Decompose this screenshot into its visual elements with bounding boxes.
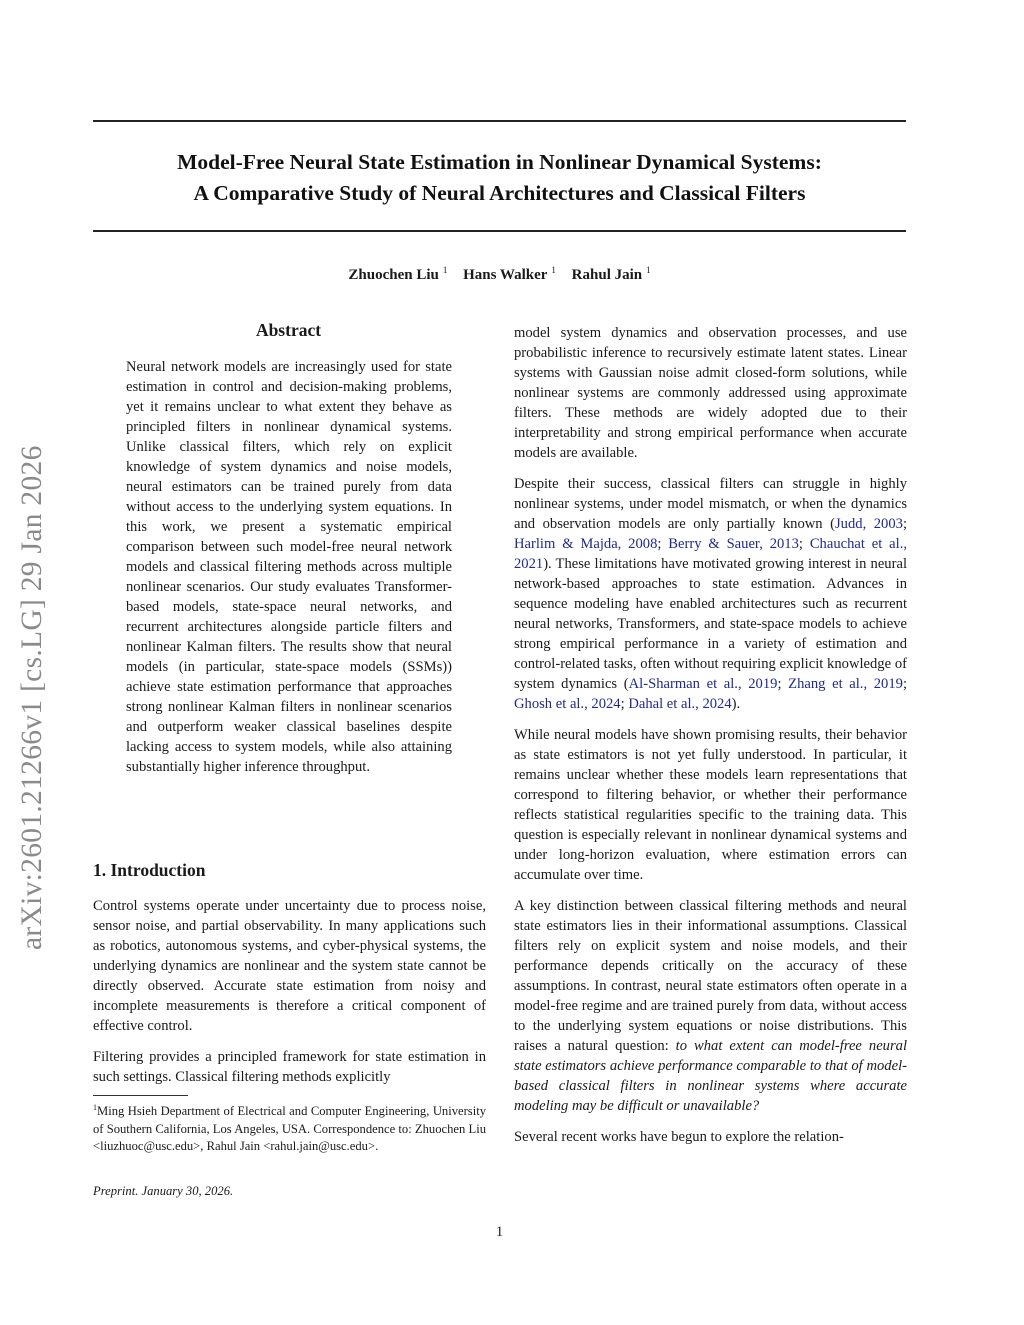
preprint-date: Preprint. January 30, 2026. bbox=[93, 1184, 234, 1198]
author: Hans Walker $^1$ bbox=[463, 265, 556, 283]
paper-title bbox=[93, 147, 906, 209]
citation-link[interactable]: Zhang et al., 2019 bbox=[788, 676, 903, 692]
body-paragraph: While neural models have shown promising results, their behavior as state estimators is not yet fully understood. In particular, it remains unclear whether these models learn representations that correspond to filtering behavior, or whether their performance reflects statistical regularities specific to the training data. This question is especially relevant in nonlinear dynamical systems and under long-horizon evaluation, where estimation errors can accumulate over time. bbox=[514, 727, 907, 883]
body-paragraph: A key distinction between classical filtering methods and neural state estimators lies in their informational assumptions. Classical filters rely on explicit system and noise models, and their performance depends critically on the accuracy of these assumptions. In contrast, neural state estimators often operate in a model-free regime and are trained purely from data, without access to the underlying system equations or noise distributions. This raises a natural question: to what extent can model-free neural state estimators achieve performance comparable to that of model-based classical filters in nonlinear systems where accurate modeling may be difficult or unavailable? bbox=[514, 898, 907, 1114]
intro-paragraph: Filtering provides a principled framework for state estimation in such settings. Classical filtering methods explicitly bbox=[93, 1049, 486, 1085]
citation-link[interactable]: Al-Sharman et al., 2019 bbox=[628, 676, 778, 692]
footnote-mark: 1 bbox=[93, 1103, 97, 1112]
citation-link[interactable]: Berry & Sauer, 2013 bbox=[668, 536, 799, 552]
citation-link[interactable]: Ghosh et al., 2024 bbox=[514, 696, 621, 712]
citation-link[interactable]: Chauchat et al., 2021 bbox=[514, 536, 907, 572]
intro-paragraph: Control systems operate under uncertainty due to process noise, sensor noise, and partial observability. In many applications such as robotics, autonomous systems, and cyber-physical systems, the underlying dynamics are nonlinear and the system state cannot be directly observed. Accurate state estimation from noisy and incomplete measurements is therefore a critical component of effective control. bbox=[93, 898, 486, 1034]
title-line-2: A Comparative Study of Neural Architectures and Classical Filters bbox=[193, 181, 806, 205]
title-line-1: Model-Free Neural State Estimation in Nonlinear Dynamical Systems: bbox=[177, 150, 822, 174]
footnote-rule bbox=[93, 1095, 188, 1096]
body-paragraph: Several recent works have begun to explore the relation- bbox=[514, 1129, 844, 1145]
research-question: to what extent can model-free neural state estimators achieve performance comparable to that of model-based classical filters in nonlinear systems where accurate modeling may be difficult or unavailable? bbox=[514, 1038, 907, 1114]
title-top-rule bbox=[93, 120, 906, 122]
author: Zhuochen Liu $^1$ bbox=[348, 265, 448, 283]
citation-link[interactable]: Judd, 2003 bbox=[835, 516, 903, 532]
page-number: 1 bbox=[495, 1224, 504, 1240]
abstract-text: Neural network models are increasingly used for state estimation in control and decision-making problems, yet it remains unclear to what extent they behave as principled filters in nonlinear dynamical systems. Unlike classical filters, which rely on explicit knowledge of system dynamics and noise models, neural estimators can be trained purely from data without access to the underlying system equations. In this work, we present a systematic empirical comparison between such model-free neural network models and classical filtering methods across multiple nonlinear scenarios. Our study evaluates Transformer-based models, state-space neural networks, and recurrent architectures alongside particle filters and nonlinear Kalman filters. The results show that neural models (in particular, state-space models (SSMs)) achieve state estimation performance that approaches strong nonlinear Kalman filters in nonlinear scenarios and outperform weaker classical baselines despite lacking access to system models, while also attaining substantially higher inference throughput. bbox=[126, 359, 452, 775]
affiliation-footnote bbox=[93, 1099, 486, 1156]
author: Rahul Jain $^1$ bbox=[571, 265, 651, 283]
footnote-text: Ming Hsieh Department of Electrical and Computer Engineering, University of Southern California, Los Angeles, USA. Correspondence to: Zhuochen Liu <liuzhuoc@usc.edu>, Rahul Jain <rahul.jain@usc.edu>. bbox=[93, 1104, 486, 1154]
right-column-body bbox=[514, 323, 907, 1158]
title-bottom-rule bbox=[93, 230, 906, 232]
body-paragraph: Despite their success, classical filters can struggle in highly nonlinear systems, under model mismatch, or when the dynamics and observation models are only partially known (Judd, 2003; Harlim & Majda, 2008; Berry & Sauer, 2013; Chauchat et al., 2021). These limitations have motivated growing interest in neural network-based approaches to state estimation. Advances in sequence modeling have enabled architectures such as recurrent neural networks, Transformers, and state-space models to achieve strong empirical performance in a variety of estimation and control-related tasks, often without requiring explicit knowledge of system dynamics (Al-Sharman et al., 2019; Zhang et al., 2019; Ghosh et al., 2024; Dahal et al., 2024). bbox=[514, 476, 907, 712]
introduction-heading: 1. Introduction bbox=[93, 860, 206, 880]
citation-link[interactable]: Harlim & Majda, 2008 bbox=[514, 536, 658, 552]
left-column-body bbox=[93, 896, 486, 1098]
abstract-heading: Abstract bbox=[255, 320, 322, 340]
citation-link[interactable]: Dahal et al., 2024 bbox=[628, 696, 732, 712]
body-paragraph: model system dynamics and observation processes, and use probabilistic inference to recursively estimate latent states. Linear systems with Gaussian noise admit closed-form solutions, while nonlinear systems are commonly addressed using approximate filters. These methods are widely adopted due to their interpretability and strong empirical performance when accurate models are available. bbox=[514, 325, 907, 461]
author-list bbox=[93, 265, 906, 284]
arxiv-identifier: arXiv:2601.21266v1 [cs.LG] 29 Jan 2026 bbox=[16, 445, 48, 950]
